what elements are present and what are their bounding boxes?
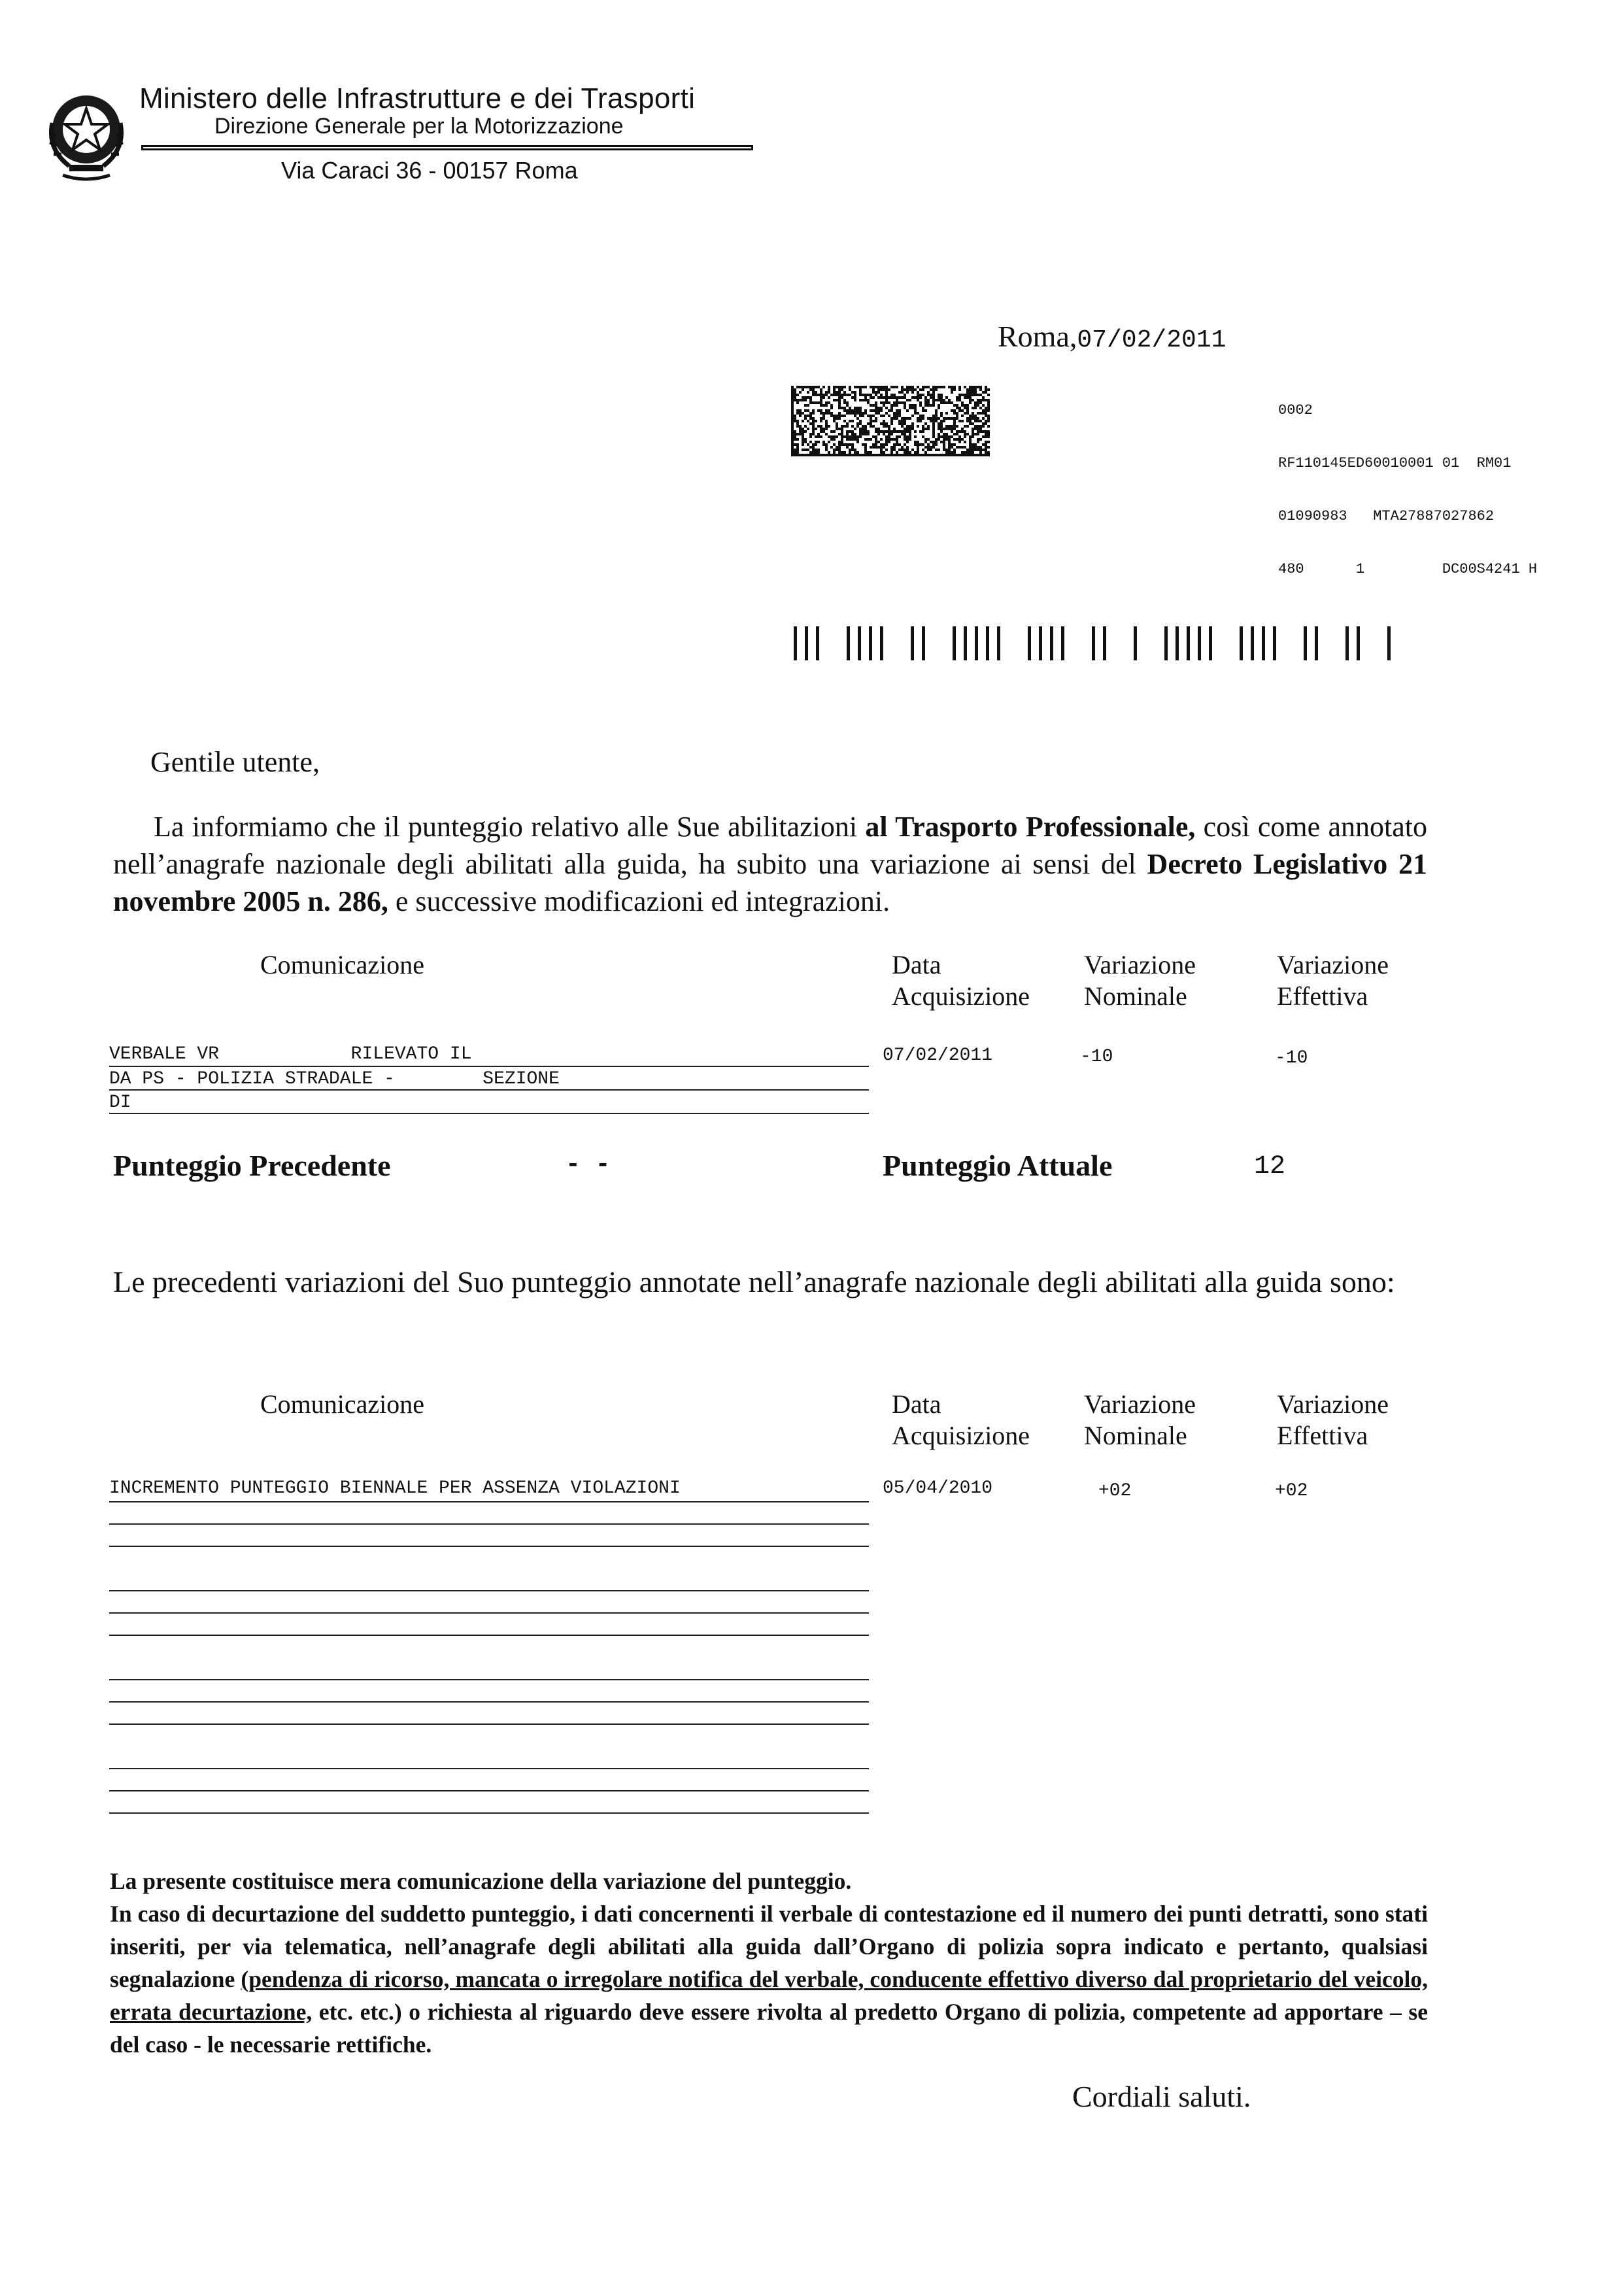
footer-body [110,1897,1428,2061]
t1-header-nom-line1: Variazione [1084,950,1196,979]
t2-header-eff-line2: Effettiva [1277,1421,1368,1450]
footer-notice [110,1865,1428,2061]
datamatrix-code-icon [791,386,990,456]
greeting: Gentile utente, [150,746,320,778]
t2-header-effettiva [1277,1389,1389,1451]
footer-text: etc. etc.) o richiesta al riguardo deve essere rivolta al predetto Organo di polizia, competente ad apportare – se del caso - le necessarie rettifiche. [110,1999,1428,2058]
previous-variations-paragraph: Le precedenti variazioni del Suo punteggio annotate nell’anagrafe nazionale degli abilitati alla guida sono: [113,1265,1395,1298]
t1-value-nominale: -10 [1080,1047,1113,1067]
previous-score-value: - - [566,1151,611,1179]
reference-codes [1278,366,1537,596]
t1-header-effettiva [1277,949,1389,1012]
t2-row-rule [109,1812,869,1814]
footer-text: In caso di decurtazione del suddetto punteggio, i dati concernenti il verbale di contestazione ed il numero dei punti detratti, sono stati inseriti, per via telematica, nell’anagrafe degli abilitati alla guida dall’Organo di polizia sopra indicato e pertanto, qualsiasi segnalazione [110,1901,1428,1992]
t2-value-date: 05/04/2010 [883,1478,993,1499]
t2-row-rule [109,1768,869,1769]
t1-row-rule [109,1113,869,1114]
t2-row-rule [109,1523,869,1525]
t2-row-rule [109,1723,869,1725]
footer-underlined-text: (pendenza di ricorso, mancata o irregolare notifica del verbale, conducente effettivo diverso dal proprietario del veicolo, errata decurtazione, [110,1966,1428,2025]
t2-row-line: INCREMENTO PUNTEGGIO BIENNALE PER ASSENZA VIOLAZIONI [109,1478,681,1499]
t2-row-rule [109,1679,869,1680]
ministry-name: Ministero delle Infrastrutture e dei Trasporti [139,82,696,114]
t2-header-data-line2: Acquisizione [892,1421,1030,1450]
t2-header-data-line1: Data [892,1389,941,1419]
current-score-value: 12 [1254,1152,1286,1181]
t2-value-effettiva: +02 [1275,1481,1308,1501]
t2-row-rule [109,1501,869,1502]
t1-value-date: 07/02/2011 [883,1045,993,1066]
date-value: 07/02/2011 [1077,326,1226,354]
t1-header-nom-line2: Nominale [1084,981,1187,1011]
t1-header-nominale [1084,949,1196,1012]
intro-paragraph [113,808,1427,920]
t2-header-comunicazione: Comunicazione [260,1389,425,1419]
t1-header-data-line2: Acquisizione [892,981,1030,1011]
t1-value-effettiva: -10 [1275,1048,1308,1068]
current-score-label: Punteggio Attuale [883,1149,1113,1182]
t2-value-nominale: +02 [1098,1481,1132,1501]
code-line: 480 1 DC00S4241 H [1278,561,1538,577]
t1-header-comunicazione: Comunicazione [260,950,425,979]
t2-row-rule [109,1612,869,1614]
previous-score-label: Punteggio Precedente [113,1149,391,1182]
ministry-address: Via Caraci 36 - 00157 Roma [281,157,578,184]
code-line: 0002 [1278,402,1313,418]
t2-header-nominale [1084,1389,1196,1451]
t2-row-rule [109,1790,869,1791]
t2-header-eff-line1: Variazione [1277,1389,1389,1419]
date-city: Roma, [998,320,1077,353]
header-rule [141,145,753,150]
t2-row-rule [109,1590,869,1591]
t1-row-rule [109,1066,869,1067]
t1-header-eff-line2: Effettiva [1277,981,1368,1011]
barcode-icon [794,626,1429,660]
t1-row-rule [109,1089,869,1091]
t2-row-rule [109,1546,869,1547]
footer-line1: La presente costituisce mera comunicazione della variazione del punteggio. [110,1868,852,1894]
intro-bold-transport: al Trasporto Professionale, [865,811,1196,843]
t2-row-rule [109,1701,869,1703]
t2-header-nom-line1: Variazione [1084,1389,1196,1419]
intro-text: così come annotato nell’anagrafe nazionale degli abilitati alla guida, ha subito una variazione ai sensi del [113,811,1428,880]
t1-row-line: DA PS - POLIZIA STRADALE - SEZIONE [109,1069,560,1089]
intro-bold-decree: Decreto Legislativo 21 novembre 2005 n. 286, [113,848,1427,917]
direction-name: Direzione Generale per la Motorizzazione [214,114,624,139]
t2-header-data [892,1389,1030,1451]
code-line: RF110145ED60010001 01 RM01 [1278,455,1512,471]
intro-text: La informiamo che il punteggio relativo alle Sue abilitazioni [154,811,866,843]
t2-header-nom-line2: Nominale [1084,1421,1187,1450]
t2-row-rule [109,1635,869,1636]
code-line: 01090983 MTA27887027862 [1278,508,1495,524]
t1-header-eff-line1: Variazione [1277,950,1389,979]
date-line [998,319,1226,354]
t1-row-line: DI [109,1093,131,1113]
t1-header-data-line1: Data [892,950,941,979]
italian-republic-emblem-icon [43,84,129,183]
intro-text: e successive modificazioni ed integrazioni. [388,885,890,917]
t1-header-data [892,949,1030,1012]
closing: Cordiali saluti. [1072,2080,1251,2113]
t1-row-line: VERBALE VR RILEVATO IL [109,1044,472,1064]
